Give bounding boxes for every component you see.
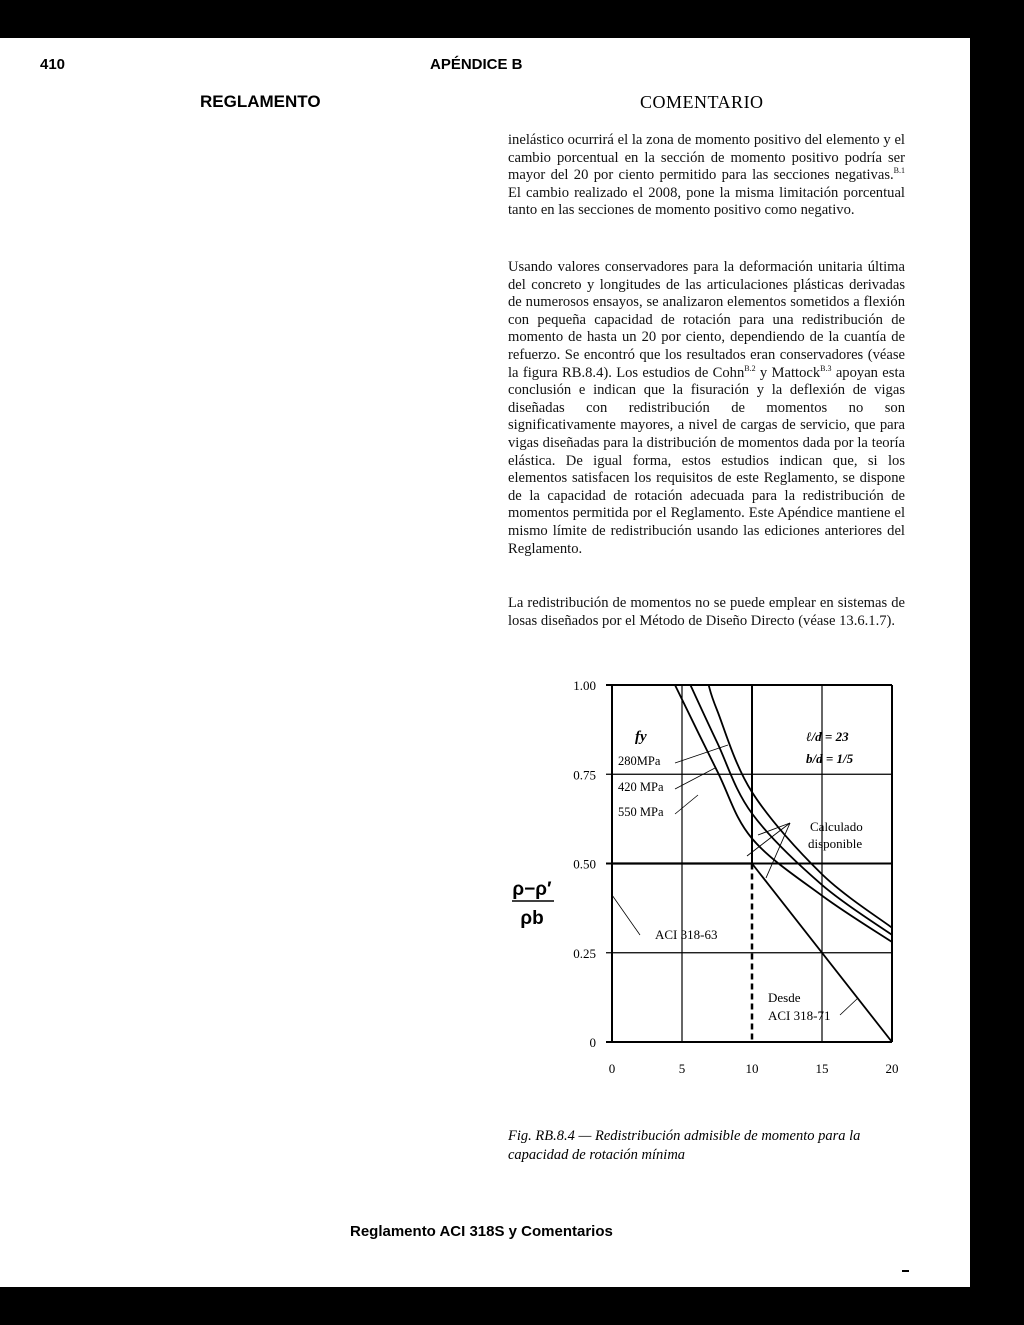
text: El cambio realizado el 2008, pone la misma limitación porcentual tanto en las secciones de momento positivo como negativo.: [508, 184, 905, 219]
y-tick-label: 0.50: [573, 856, 596, 872]
aci-318-71-label: ACI 318-71: [768, 1008, 831, 1023]
arrow: [675, 745, 728, 763]
y-tick-label: 0.25: [573, 945, 596, 961]
figure-chart: [500, 673, 920, 1123]
left-column-title: REGLAMENTO: [200, 92, 321, 111]
x-tick-label: 15: [815, 1061, 829, 1076]
text: y Mattock: [755, 364, 821, 381]
desde-label: Desde: [768, 990, 801, 1005]
calculado-label: Calculado: [810, 819, 863, 834]
arrow: [840, 998, 858, 1015]
text: Usando valores conservadores para la deformación unitaria última del concreto y longitudes de las articulaciones plásticas derivadas de numerosos ensayos, se analizaron elementos sometidos a flexión con pequeña capacidad de rotación para una redistribución de momento de hasta un 20 por ciento, dependiendo de la cuantía de refuerzo. Se encontró que los resultados eran conservadores (véase la figura RB.8.4). Los estudios de Cohn: [508, 259, 905, 381]
paragraph-1: [508, 132, 905, 220]
x-tick-label: 0: [608, 1061, 616, 1076]
x-tick-label: 5: [678, 1061, 686, 1076]
text: inelástico ocurrirá el la zona de momento positivo del elemento y el cambio porcentual en la sección de momento positivo podría ser mayor del 20 por ciento permitido para las secciones negativas.: [508, 132, 905, 184]
x-tick-label: 10: [745, 1061, 759, 1076]
fy-label: fy: [635, 729, 647, 745]
series-line: [690, 685, 892, 935]
reference: B.2: [744, 363, 756, 373]
y-tick-label: 0.75: [573, 767, 596, 783]
aci-318-63-label: ACI 318-63: [655, 927, 718, 942]
page-number: 410: [40, 56, 66, 73]
y-tick-label: 0: [589, 1035, 596, 1050]
y-axis-label-numerator: ρ−ρ′: [512, 879, 552, 900]
arrow: [675, 795, 698, 814]
mark: [902, 1270, 909, 1272]
series-label-420: 420 MPa: [618, 780, 664, 794]
x-tick-label: 20: [885, 1061, 899, 1076]
footer-title: Reglamento ACI 318S y Comentarios: [350, 1223, 613, 1240]
figure-caption: Fig. RB.8.4 — Redistribución admisible de momento para la capacidad de rotación mínima: [508, 1128, 861, 1163]
document-page: [0, 38, 970, 1287]
arrow: [675, 768, 715, 789]
disponible-label: disponible: [808, 836, 863, 851]
section-title: APÉNDICE B: [430, 56, 523, 73]
text: apoyan esta conclusión e indican que la fisuración y la deflexión de vigas diseñadas con redistribución de momentos no son significativamente mayores, a nivel de cargas de servicio, que para vigas diseñadas para la distribución de momentos dada por la teoría elástica. De igual forma, estos estudios indican que, si los elementos satisfacen los requisitos de este Reglamento, se dispone de la capacidad de rotación adecuada para la redistribución de momentos permitida por el Reglamento. Este Apéndice mantiene el mismo límite de redistribución usando las ediciones anteriores del Reglamento.: [508, 364, 905, 557]
paragraph-2: [508, 259, 905, 558]
y-axis-label-denominator: ρb: [520, 908, 544, 929]
y-tick-label: 1.00: [573, 678, 596, 693]
series-label-550: 550 MPa: [618, 805, 664, 819]
series-label-280: 280MPa: [618, 754, 661, 768]
series-line: [709, 685, 892, 928]
right-column-title: COMENTARIO: [640, 92, 764, 112]
bd-label: b/d = 1/5: [806, 751, 854, 766]
reference: B.1: [893, 166, 905, 176]
paragraph-3: La redistribución de momentos no se puede emplear en sistemas de losas diseñados por el Método de Diseño Directo (véase 13.6.1.7).: [508, 595, 905, 629]
reference: B.3: [820, 363, 832, 373]
ld-label: ℓ/d = 23: [806, 729, 849, 744]
arrow: [612, 895, 640, 935]
